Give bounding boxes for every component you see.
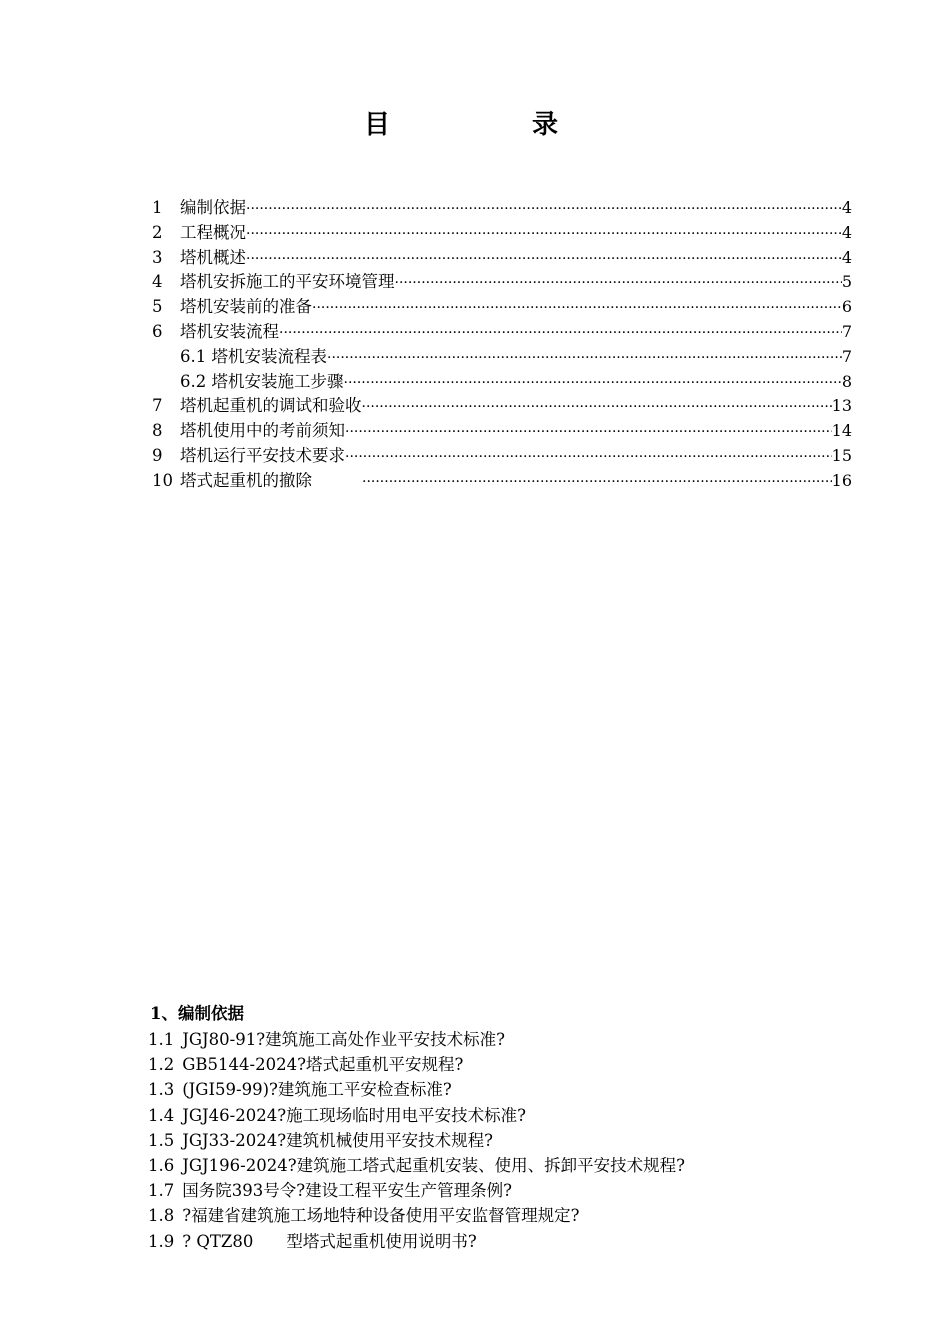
toc-entry-page: 5 — [841, 272, 852, 292]
toc-entry-number: 5 — [152, 297, 163, 317]
reference-number: 1.1 — [148, 1030, 175, 1049]
toc-entry[interactable] — [152, 196, 852, 221]
toc-leader-dots — [246, 247, 842, 272]
reference-item — [148, 1103, 868, 1128]
toc-entry-page: 4 — [841, 198, 852, 217]
reference-list — [148, 1027, 868, 1254]
toc-entry-title: 塔机安装前的准备 — [180, 297, 312, 317]
toc-entry[interactable] — [152, 419, 852, 444]
toc-entry[interactable] — [152, 394, 852, 419]
reference-text: JGJ46-2024?施工现场临时用电平安技术标准? — [182, 1105, 526, 1125]
toc-leader-dots — [246, 197, 842, 222]
reference-number: 1.8 — [148, 1206, 175, 1226]
toc-entry-page: 14 — [831, 421, 852, 441]
toc-entry[interactable] — [152, 444, 852, 469]
toc-entry-number: 4 — [152, 272, 163, 292]
toc-leader-dots — [395, 271, 842, 296]
toc-entry-number: 10 — [152, 470, 173, 490]
reference-item — [148, 1077, 868, 1102]
reference-number: 1.2 — [148, 1055, 175, 1075]
toc-entry[interactable] — [152, 469, 852, 494]
toc-leader-dots — [345, 445, 832, 470]
reference-text: JGJ80-91?建筑施工高处作业平安技术标准? — [182, 1030, 505, 1049]
reference-item — [148, 1153, 868, 1178]
reference-item — [148, 1229, 868, 1254]
reference-text: JGJ196-2024?建筑施工塔式起重机安装、使用、拆卸平安技术规程? — [182, 1155, 685, 1175]
toc-entry[interactable] — [152, 320, 852, 345]
toc-leader-dots — [345, 420, 832, 445]
toc-entry-title: 塔机使用中的考前须知 — [180, 421, 345, 441]
toc-entry-number: 8 — [152, 421, 163, 441]
section-heading: 1、编制依据 — [150, 1004, 244, 1023]
toc-entry-title: 6.1 塔机安装流程表 — [180, 346, 327, 366]
toc-entry[interactable] — [152, 246, 852, 271]
reference-text: ?福建省建筑施工场地特种设备使用平安监督管理规定? — [182, 1206, 580, 1226]
reference-item — [148, 1128, 868, 1153]
toc-leader-dots — [362, 395, 832, 420]
reference-number: 1.4 — [148, 1105, 175, 1125]
reference-number: 1.3 — [148, 1080, 175, 1100]
toc-entry-page: 8 — [841, 371, 852, 391]
reference-number: 1.6 — [148, 1155, 175, 1175]
toc-entry-page: 7 — [841, 321, 852, 341]
reference-item — [148, 1203, 868, 1228]
toc-entry-title: 塔机运行平安技术要求 — [180, 445, 345, 465]
toc-entry-title: 塔机起重机的调试和验收 — [180, 396, 362, 416]
toc-entry-page: 16 — [831, 470, 852, 490]
toc-entry-number: 9 — [152, 445, 163, 465]
toc-entry-title: 6.2 塔机安装施工步骤 — [180, 371, 344, 391]
toc-entry-page: 4 — [841, 222, 852, 242]
toc-entry-number: 7 — [152, 396, 163, 416]
reference-text: JGJ33-2024?建筑机械使用平安技术规程? — [182, 1130, 493, 1150]
toc-leader-dots — [362, 470, 832, 495]
toc-leader-dots — [246, 222, 842, 247]
toc-leader-dots — [279, 321, 842, 346]
toc-entry-title: 塔机安装流程 — [180, 321, 279, 341]
toc-entry-number: 1 — [152, 198, 163, 217]
reference-number: 1.5 — [148, 1130, 175, 1150]
toc-entry[interactable] — [152, 295, 852, 320]
toc-entry-page: 6 — [841, 297, 852, 317]
reference-text: 国务院393号令?建设工程平安生产管理条例? — [182, 1181, 512, 1201]
toc-entry-page: 15 — [831, 445, 852, 465]
toc-entry-number: 3 — [152, 247, 163, 267]
reference-item — [148, 1027, 868, 1052]
toc-entry-title: 塔式起重机的撤除 — [180, 470, 312, 490]
toc-subentry[interactable] — [152, 370, 852, 395]
toc-entry[interactable] — [152, 270, 852, 295]
toc-subentry[interactable] — [152, 345, 852, 370]
toc-entry-page: 7 — [841, 346, 852, 366]
section-basis — [148, 1001, 868, 1254]
reference-number: 1.9 — [148, 1231, 175, 1251]
toc-leader-dots — [327, 346, 842, 371]
toc-entry-title: 塔机概述 — [180, 247, 246, 267]
toc-entry-title: 工程概况 — [180, 222, 246, 242]
toc-entry-number: 6 — [152, 321, 163, 341]
toc-entry-title: 编制依据 — [180, 198, 246, 217]
reference-number: 1.7 — [148, 1181, 175, 1201]
toc-leader-dots — [312, 296, 842, 321]
table-of-contents — [152, 196, 852, 494]
toc-entry-number: 2 — [152, 222, 163, 242]
reference-item — [148, 1052, 868, 1077]
reference-text: GB5144-2024?塔式起重机平安规程? — [182, 1055, 464, 1075]
toc-entry[interactable] — [152, 221, 852, 246]
reference-text: ? QTZ80 型塔式起重机使用说明书? — [182, 1231, 477, 1251]
toc-entry-page: 4 — [841, 247, 852, 267]
toc-entry-page: 13 — [831, 396, 852, 416]
page-title: 目 录 — [363, 110, 616, 140]
reference-item — [148, 1178, 868, 1203]
reference-text: (JGI59-99)?建筑施工平安检查标准? — [182, 1080, 452, 1100]
toc-leader-dots — [344, 371, 842, 396]
toc-entry-title: 塔机安拆施工的平安环境管理 — [180, 272, 395, 292]
